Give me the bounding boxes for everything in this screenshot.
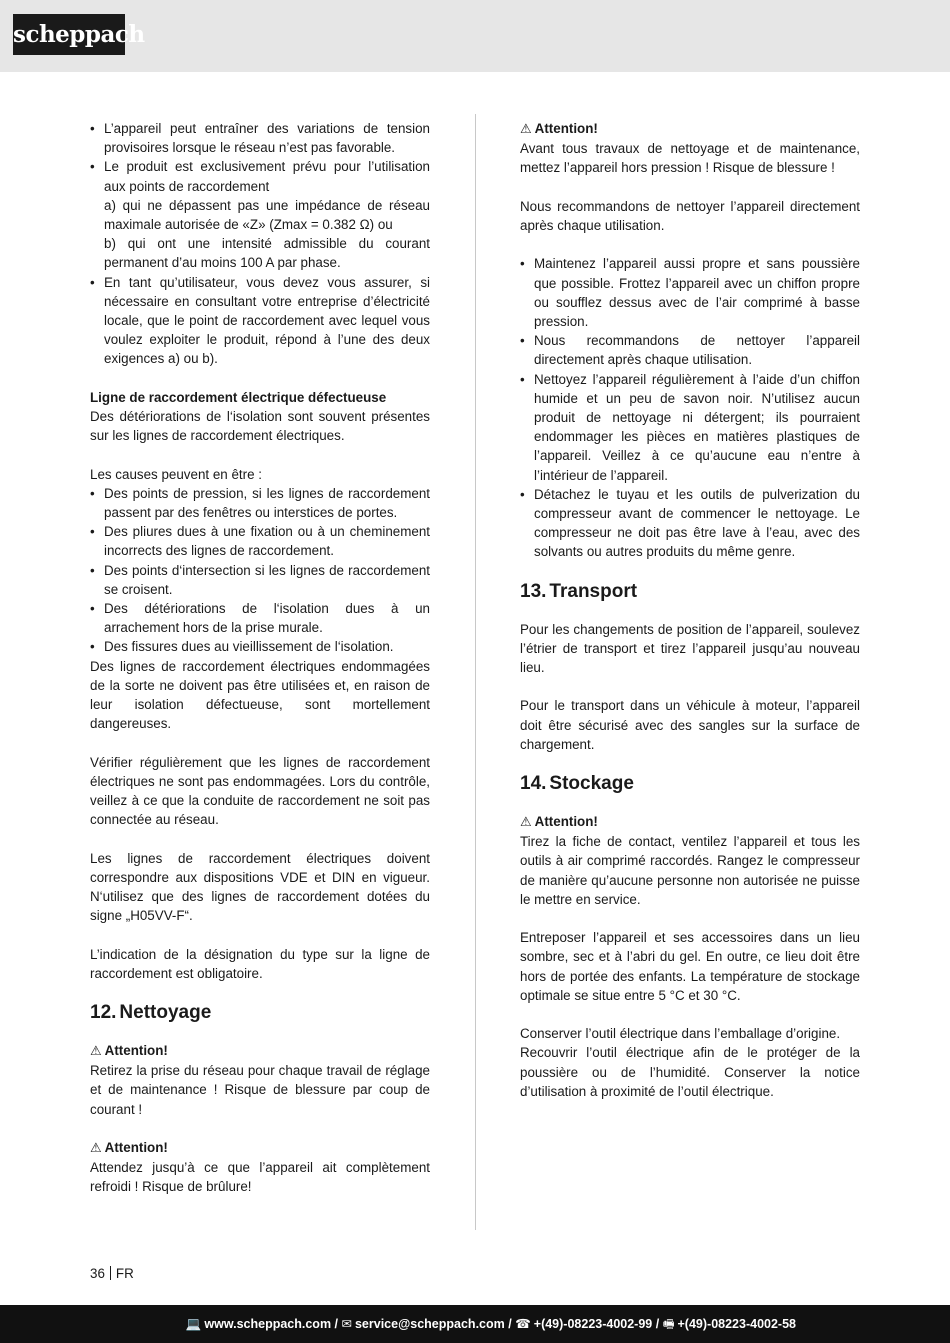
sub-item-a: a) qui ne dépassent pas une impédance de réseau maximale autorisée de «Z» (Zmax = 0.382 Ω) ou — [104, 197, 430, 233]
attention-label: ⚠ Attention! — [90, 1043, 168, 1060]
page-header — [0, 0, 950, 72]
list-item: • Des détériorations de l‘isolation dues à un arrachement hors de la prise murale. — [90, 599, 430, 637]
computer-icon: 💻 — [185, 1316, 202, 1331]
paragraph: Entreposer l’appareil et ses accessoires dans un lieu sombre, sec et à l’abri du gel. En outre, ce lieu doit être hors de portée des enfants. La température de stockage optimale se situe entre 5 °C et 30 °C. — [520, 930, 860, 1003]
page-footer — [0, 1305, 950, 1343]
warning-icon: ⚠ — [90, 1141, 102, 1157]
envelope-icon: ✉ — [341, 1316, 352, 1331]
warning-icon: ⚠ — [520, 122, 532, 137]
paragraph: Retirez la prise du réseau pour chaque travail de réglage et de maintenance ! Risque de blessure par coup de courant ! — [90, 1063, 430, 1117]
fax-icon: 🖷 — [662, 1316, 675, 1331]
brand-logo: scheppach — [13, 14, 125, 55]
paragraph: Recouvrir l’outil électrique afin de le protéger de la poussière ou de l’humidité. Conserver la notice d’utilisation à proximité de l’outil électrique. — [520, 1045, 860, 1099]
list-item: • Maintenez l’appareil aussi propre et sans poussière que possible. Frottez l’appareil avec un chiffon propre ou soufflez dessus avec de l’air comprimé à basse pression. — [520, 254, 860, 331]
section-heading-transport: 13. Transport — [520, 580, 638, 602]
footer-phone: +(49)-08223-4002-99 / — [533, 1317, 660, 1331]
list-item: • L’appareil peut entraîner des variations de tension provisoires lorsque le réseau n’est pas favorable. — [90, 119, 430, 157]
paragraph: Les causes peuvent en être : — [90, 466, 262, 482]
list-item: • Détachez le tuyau et les outils de pulverization du compresseur avant de commencer le nettoyage. Le compresseur ne doit pas être lave à l’eau, avec des solvants ou autres produits du même genre. — [520, 485, 860, 562]
paragraph: Des lignes de raccordement électriques endommagées de la sorte ne doivent pas être utilisées et, en raison de leur isolation défectueuse, sont mortellement dangereuses. — [90, 658, 430, 732]
paragraph: Des détériorations de l‘isolation sont souvent présentes sur les lignes de raccordement électriques. — [90, 409, 430, 444]
paragraph: Pour les changements de position de l’appareil, soulevez l’étrier de transport et tirez l’appareil jusqu’au nouveau lieu. — [520, 621, 860, 676]
list-item: • Nettoyez l’appareil régulièrement à l’aide d’un chiffon humide et un peu de savon noir. N’utilisez aucun produit de nettoyage ni détergent; ils pourraient endommager les pièces en matières plastiques de l’appareil. Veillez à ce qu’aucune eau n’entre à l’intérieur de l’appareil. — [520, 370, 860, 485]
telephone-icon: ☎ — [515, 1316, 531, 1331]
attention-label: ⚠ Attention! — [520, 121, 598, 137]
list-item: • Nous recommandons de nettoyer l’appareil directement après chaque utilisation. — [520, 331, 860, 369]
footer-website[interactable]: www.scheppach.com / — [204, 1317, 339, 1331]
section-heading-stockage: 14. Stockage — [520, 773, 634, 795]
list-item: • Des pliures dues à une fixation ou à un cheminement incorrects des lignes de raccordement. — [90, 522, 430, 560]
warning-icon: ⚠ — [520, 815, 532, 831]
paragraph: L’indication de la désignation du type sur la ligne de raccordement est obligatoire. — [90, 946, 430, 981]
causes-list — [90, 484, 430, 657]
page-number: 36 FR — [90, 1266, 134, 1281]
paragraph: Nous recommandons de nettoyer l’appareil directement après chaque utilisation. — [520, 198, 860, 233]
connection-requirements-list — [90, 119, 430, 369]
footer-fax: +(49)-08223-4002-58 — [677, 1317, 796, 1331]
sub-item-b: b) qui ont une intensité admissible du courant permanent d’au moins 100 A par phase. — [104, 236, 430, 271]
attention-label: ⚠ Attention! — [520, 814, 598, 831]
right-column — [520, 119, 860, 1101]
paragraph: Pour le transport dans un véhicule à moteur, l’appareil doit être sécurisé avec des sangles sur la surface de chargement. — [520, 698, 860, 752]
list-item: • Des points de pression, si les lignes de raccordement passent par des fenêtres ou interstices de portes. — [90, 484, 430, 522]
footer-email[interactable]: service@scheppach.com / — [354, 1317, 512, 1331]
paragraph: Attendez jusqu’à ce que l’appareil ait complètement refroidi ! Risque de brûlure! — [90, 1160, 430, 1195]
column-divider — [475, 114, 476, 1230]
left-column — [90, 119, 430, 1197]
attention-label: ⚠ Attention! — [90, 1140, 168, 1157]
list-item: • Le produit est exclusivement prévu pour l’utilisation aux points de raccordement a) qui ne dépassent pas une impédance de réseau maximale autorisée de «Z» (Zmax = 0.382 Ω) ou b) qui ont une intensité admissible du courant permanent d’au moins 100 A par phase. — [90, 157, 430, 272]
list-item: • Des fissures dues au vieillissement de l‘isolation. — [90, 637, 430, 656]
paragraph: Avant tous travaux de nettoyage et de maintenance, mettez l’appareil hors pression ! Risque de blessure ! — [520, 141, 860, 176]
paragraph: Vérifier régulièrement que les lignes de raccordement électriques ne sont pas endommagées. Lors du contrôle, veillez à ce que la conduite de raccordement ne soit pas connectée au réseau. — [90, 754, 430, 828]
cleaning-list — [520, 254, 860, 561]
defect-heading: Ligne de raccordement électrique défectueuse — [90, 389, 387, 405]
paragraph: Tirez la fiche de contact, ventilez l’appareil et tous les outils à air comprimé raccordés. Rangez le compresseur de manière qu’aucune personne non autorisée ne puisse le mettre en service. — [520, 834, 860, 907]
list-item: • Des points d‘intersection si les lignes de raccordement se croisent. — [90, 561, 430, 599]
paragraph: Les lignes de raccordement électriques doivent correspondre aux dispositions VDE et DIN en vigueur. N‘utilisez que des lignes de raccordement dotées du signe „H05VV-F“. — [90, 850, 430, 924]
warning-icon: ⚠ — [90, 1044, 102, 1060]
list-item: • En tant qu’utilisateur, vous devez vous assurer, si nécessaire en consultant votre entreprise d’électricité locale, que le point de raccordement avec lequel vous voulez exploiter le produit, répond à l’une des deux exigences a) ou b). — [90, 273, 430, 369]
section-heading-nettoyage: 12. Nettoyage — [90, 1002, 212, 1024]
paragraph: Conserver l’outil électrique dans l’emballage d’origine. — [520, 1026, 841, 1042]
